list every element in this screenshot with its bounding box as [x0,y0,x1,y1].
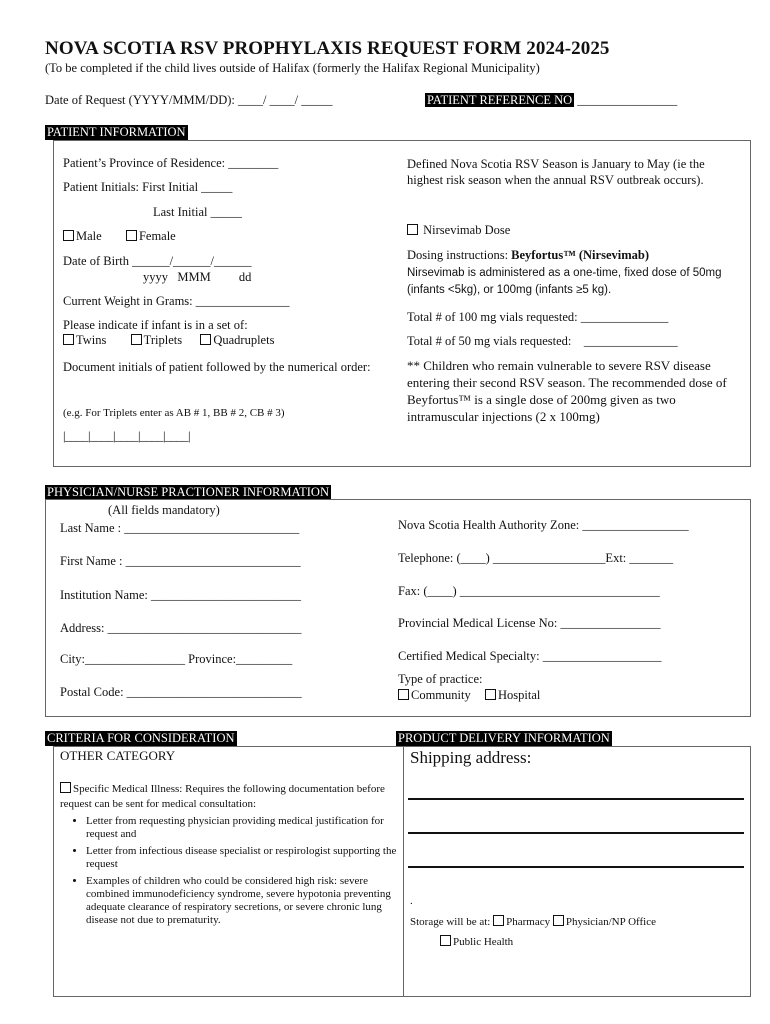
quadruplets-label: Quadruplets [213,333,275,347]
triplets-example: (e.g. For Triplets enter as AB # 1, BB # 2, CB # 3) [63,407,285,419]
fax-field[interactable]: Fax: (____) ________________________________ [398,584,660,598]
specific-illness-option[interactable] [60,782,400,812]
physician-last-name-field[interactable]: Last Name : ____________________________ [60,521,300,535]
vials-50-field[interactable]: Total # of 50 mg vials requested: _______________ [407,334,678,348]
date-of-request-field[interactable]: Date of Request (YYYY/MMM/DD): ____/ ____/ _____ [45,93,333,107]
physician-office-checkbox[interactable] [553,915,564,926]
twins-checkbox[interactable] [63,334,74,345]
multiple-birth-options [63,333,274,348]
institution-name-field[interactable]: Institution Name: ________________________ [60,588,301,602]
triplets-option[interactable] [131,333,182,347]
postal-code-field[interactable]: Postal Code: ____________________________ [60,685,302,699]
dosing-label: Dosing instructions: [407,248,512,262]
female-label: Female [138,229,176,243]
practice-type-label: Type of practice: [398,672,483,686]
nirsevimab-label: Nirsevimab Dose [423,223,511,237]
storage-label: Storage will be at: [410,916,491,928]
date-of-birth-field[interactable]: Date of Birth ______/______/______ [63,254,252,268]
medical-specialty-field[interactable]: Certified Medical Specialty: ___________________ [398,649,662,663]
second-season-note: ** Children who remain vulnerable to severe RSV disease entering their second RSV season. The recommended dose of Beyfortus™ is a single dose of 200mg given as two intramuscular injections (2 x 100mg) [407,358,727,424]
public-health-checkbox[interactable] [440,935,451,946]
triplets-label: Triplets [143,333,183,347]
physician-first-name-field[interactable]: First Name : ____________________________ [60,554,301,568]
patient-reference-blank: ________________ [574,93,678,107]
dosing-detail: Nirsevimab is administered as a one-time, fixed dose of 50mg (infants <5kg), or 100mg (infants ≥5 kg). [407,267,722,296]
shipping-address-label: Shipping address: [410,748,532,767]
form-subtitle: (To be completed if the child lives outside of Halifax (formerly the Halifax Regional Municipality) [45,61,540,75]
first-initial-field[interactable]: Patient Initials: First Initial _____ [63,180,233,194]
weight-field[interactable]: Current Weight in Grams: _______________ [63,294,290,308]
dosing-product: Beyfortus™ (Nirsevimab) [511,248,649,262]
form-title: NOVA SCOTIA RSV PROPHYLAXIS REQUEST FORM 2024-2025 [45,38,610,59]
storage-options [410,915,656,928]
practice-type-options [398,688,540,703]
community-checkbox[interactable] [398,689,409,700]
hospital-checkbox[interactable] [485,689,496,700]
list-item: • Examples of children who could be considered high risk: severe combined immunodeficiency syndrome, severe hypotonia preventing adequate clearance of respiratory secretions, or severe chronic lung disease not due to prematurity. [86,875,406,927]
nirsevimab-option[interactable] [407,223,510,238]
hospital-option[interactable] [485,688,540,702]
public-health-label: Public Health [453,936,514,948]
physician-office-option[interactable] [553,916,656,928]
nirsevimab-checkbox[interactable] [407,224,418,235]
twins-label: Twins [76,333,107,347]
shipping-line-3[interactable] [408,866,744,868]
vials-100-field[interactable]: Total # of 100 mg vials requested: ______________ [407,310,669,324]
shipping-line-2[interactable] [408,832,744,834]
dosing-instructions [407,248,649,263]
quadruplets-option[interactable] [200,333,274,347]
patient-info-header: PATIENT INFORMATION [47,125,186,139]
dob-format-hint: yyyy MMM dd [143,270,252,284]
criteria-bullet-list [60,815,406,931]
shipping-line-1[interactable] [408,798,744,800]
female-checkbox[interactable] [126,230,137,241]
community-label: Community [411,688,471,702]
health-zone-field[interactable]: Nova Scotia Health Authority Zone: _________________ [398,518,689,532]
specific-illness-text: Specific Medical Illness: Requires the following documentation before request can be sent for medical consultation: [60,783,385,810]
twins-option[interactable] [63,333,106,347]
male-option[interactable] [63,229,102,243]
pharmacy-label: Pharmacy [506,916,551,928]
telephone-field[interactable]: Telephone: (____) __________________Ext: _______ [398,551,674,565]
female-option[interactable] [126,229,176,243]
physician-info-header: PHYSICIAN/NURSE PRACTIONER INFORMATION [47,485,329,499]
city-province-field[interactable]: City:________________ Province:_________ [60,652,293,666]
set-prompt: Please indicate if infant is in a set of: [63,318,248,332]
sex-options [63,229,176,244]
document-initials-instruction: Document initials of patient followed by the numerical order: [63,360,371,374]
patient-reference-label: PATIENT REFERENCE NO [427,93,573,107]
province-field[interactable]: Patient’s Province of Residence: ________ [63,156,279,170]
public-health-option[interactable] [440,935,513,948]
pharmacy-checkbox[interactable] [493,915,504,926]
license-number-field[interactable]: Provincial Medical License No: ________________ [398,616,661,630]
patient-reference-field[interactable] [425,93,677,108]
specific-illness-checkbox[interactable] [60,782,71,793]
address-field[interactable]: Address: _______________________________ [60,621,302,635]
list-item: • Letter from infectious disease specialist or respirologist supporting the request [86,845,406,871]
delivery-header: PRODUCT DELIVERY INFORMATION [398,731,610,745]
list-item: • Letter from requesting physician providing medical justification for request and [86,815,406,841]
physician-office-label: Physician/NP Office [565,916,656,928]
pharmacy-option[interactable] [493,916,550,928]
male-label: Male [76,229,102,243]
all-fields-mandatory: (All fields mandatory) [108,503,220,517]
rsv-season-note: Defined Nova Scotia RSV Season is January to May (ie the highest risk season when the annual RSV outbreak occurs). [407,157,705,187]
quadruplets-checkbox[interactable] [200,334,211,345]
male-checkbox[interactable] [63,230,74,241]
last-initial-field[interactable]: Last Initial _____ [153,205,242,219]
initials-boxes[interactable]: |____|____|____|____|____| [63,429,191,443]
criteria-header: CRITERIA FOR CONSIDERATION [47,731,235,745]
community-option[interactable] [398,688,471,702]
other-category-label: OTHER CATEGORY [60,748,176,763]
triplets-checkbox[interactable] [131,334,142,345]
hospital-label: Hospital [497,688,541,702]
dot-mark: . [410,895,413,907]
